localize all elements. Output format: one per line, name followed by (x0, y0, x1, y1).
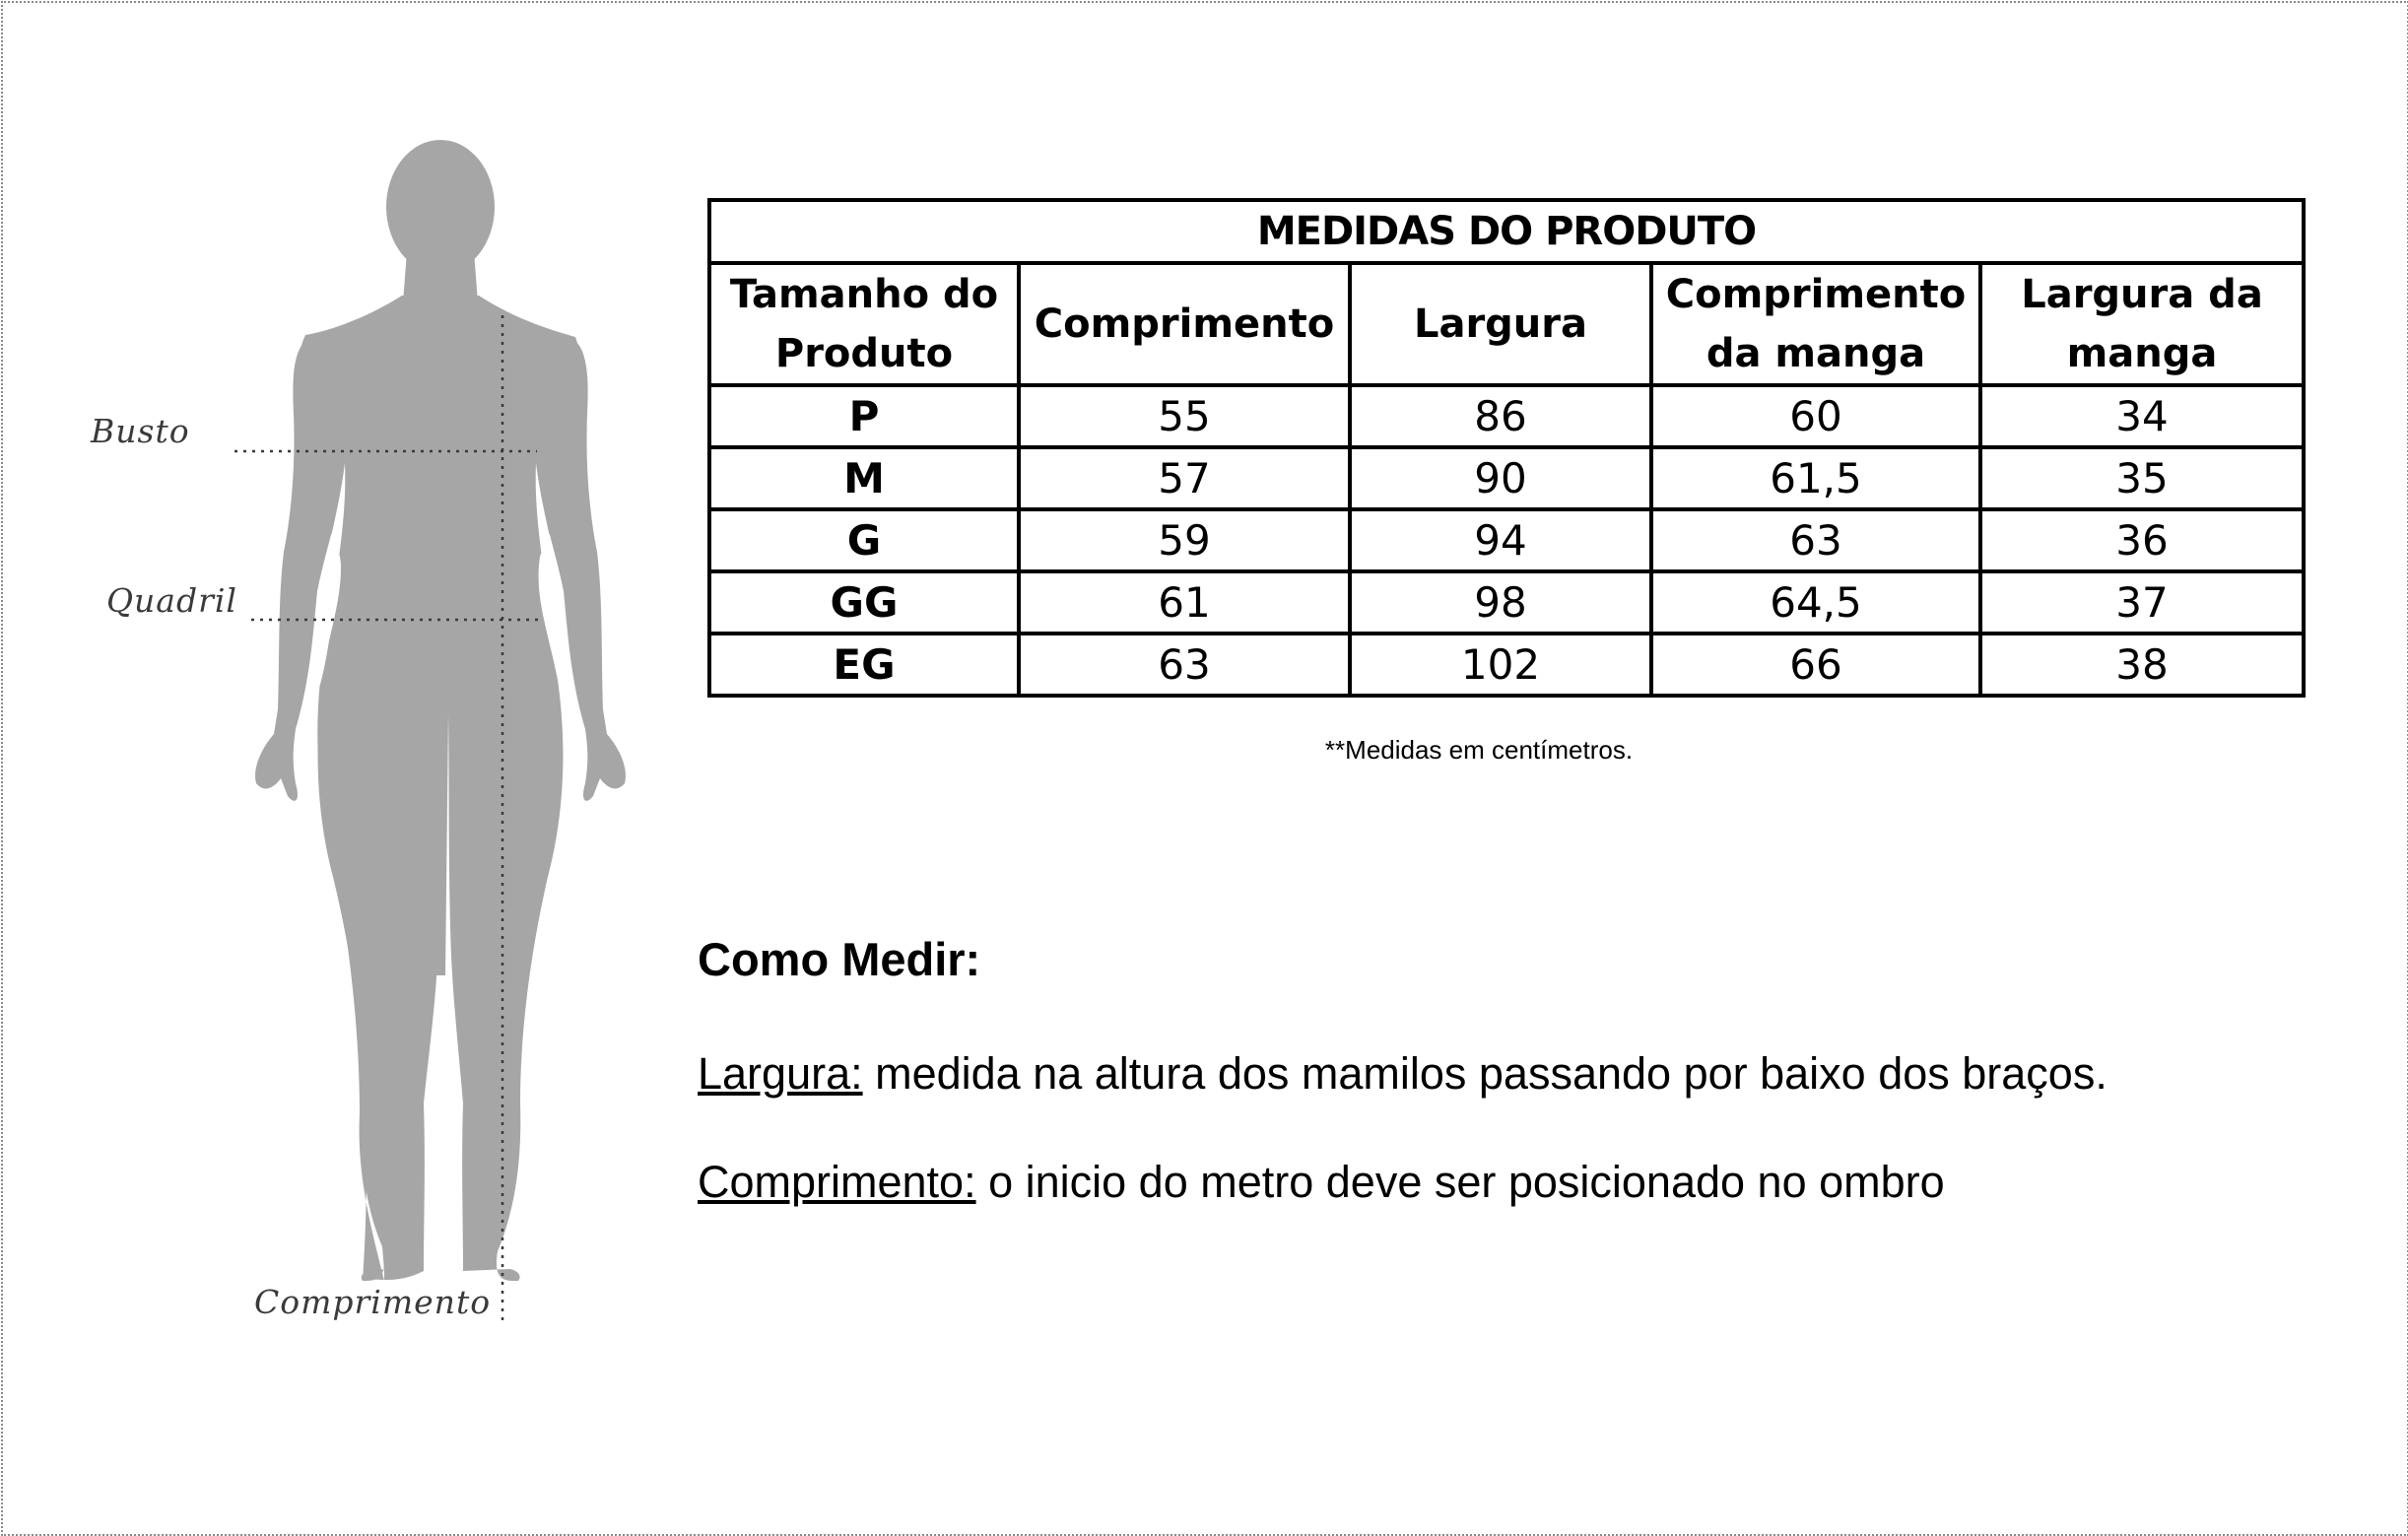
how-to-measure-title: Como Medir: (698, 933, 981, 985)
length-cell: 61 (1019, 571, 1350, 634)
table-row (709, 509, 2304, 571)
width-cell: 90 (1350, 447, 1651, 509)
sleeve-length-cell: 66 (1651, 634, 1980, 696)
table-row (709, 634, 2304, 696)
sleeve-width-cell: 38 (1980, 634, 2304, 696)
header-width: Largura (1350, 263, 1651, 385)
sleeve-width-cell: 36 (1980, 509, 2304, 571)
length-label: Comprimento (254, 1283, 492, 1321)
size-cell: M (709, 447, 1019, 509)
width-term: Largura: (698, 1048, 863, 1099)
sleeve-width-cell: 34 (1980, 385, 2304, 447)
header-sleeve-width: Largura da manga (1980, 263, 2304, 385)
sleeve-length-cell: 61,5 (1651, 447, 1980, 509)
width-cell: 86 (1350, 385, 1651, 447)
width-instruction (698, 1045, 2392, 1102)
sleeve-width-cell: 35 (1980, 447, 2304, 509)
length-cell: 59 (1019, 509, 1350, 571)
table-row (709, 447, 2304, 509)
table-title: MEDIDAS DO PRODUTO (709, 200, 2304, 263)
length-cell: 55 (1019, 385, 1350, 447)
units-footnote: **Medidas em centímetros. (1324, 735, 1634, 765)
length-instruction (698, 1154, 2392, 1211)
length-cell: 57 (1019, 447, 1350, 509)
header-sleeve-length: Comprimento da manga (1651, 263, 1980, 385)
length-cell: 63 (1019, 634, 1350, 696)
width-cell: 94 (1350, 509, 1651, 571)
sleeve-length-cell: 63 (1651, 509, 1980, 571)
sleeve-length-cell: 60 (1651, 385, 1980, 447)
size-cell: P (709, 385, 1019, 447)
width-cell: 98 (1350, 571, 1651, 634)
bust-label: Busto (91, 412, 190, 450)
length-term: Comprimento: (698, 1157, 976, 1207)
how-to-measure-section (698, 931, 2392, 1262)
body-measurement-figure (0, 0, 690, 1535)
size-cell: GG (709, 571, 1019, 634)
size-chart-table (707, 198, 2306, 698)
width-cell: 102 (1350, 634, 1651, 696)
sleeve-width-cell: 37 (1980, 571, 2304, 634)
sleeve-length-cell: 64,5 (1651, 571, 1980, 634)
table-row (709, 385, 2304, 447)
size-cell: G (709, 509, 1019, 571)
header-size: Tamanho do Produto (709, 263, 1019, 385)
hip-label: Quadril (106, 581, 237, 620)
length-description: o inicio do metro deve ser posicionado no ombro (975, 1157, 1945, 1207)
size-cell: EG (709, 634, 1019, 696)
table-row (709, 571, 2304, 634)
width-description: medida na altura dos mamilos passando por baixo dos braços. (862, 1048, 2107, 1099)
header-length: Comprimento (1019, 263, 1350, 385)
